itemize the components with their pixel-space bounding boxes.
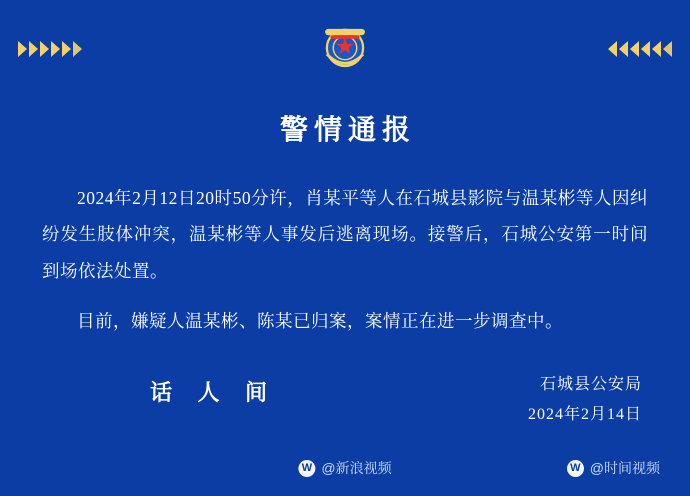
document-header <box>0 0 690 96</box>
watermark-sina-video <box>298 458 391 478</box>
watermark-label: @时间视频 <box>589 460 660 476</box>
watermark-shijian-video <box>567 458 660 478</box>
publisher-brand: 话 人 间 <box>150 380 278 405</box>
chevron-left-icon <box>652 41 661 57</box>
chevron-right-icon <box>40 41 49 57</box>
weibo-icon: W <box>567 460 584 477</box>
body-paragraph: 目前，嫌疑人温某彬、陈某已归案，案情正在进一步调查中。 <box>77 311 563 332</box>
chevron-left-icon <box>630 41 639 57</box>
issuing-authority: 石城县公安局 <box>539 376 642 393</box>
chevron-right-icon <box>62 41 71 57</box>
signature-block <box>528 370 642 431</box>
page-title: 警情通报 <box>279 115 416 146</box>
police-emblem-icon <box>316 18 374 76</box>
watermark-bar <box>0 458 690 488</box>
watermark-label: @新浪视频 <box>321 460 392 476</box>
chevron-right-icon <box>51 41 60 57</box>
chevron-left-icon <box>619 41 628 57</box>
chevron-left-icon <box>641 41 650 57</box>
chevron-right-icon <box>73 41 82 57</box>
chevron-right-icon <box>18 41 27 57</box>
chevron-right-icon <box>29 41 38 57</box>
issue-date: 2024年2月14日 <box>527 406 642 424</box>
chevron-ornament-left <box>18 40 84 58</box>
body-paragraph: 2024年2月12日20时50分许，肖某平等人在石城县影院与温某彬等人因纠纷发生肢体冲突，温某彬等人事发后逃离现场。接警后，石城公安第一时间到场依法处置。 <box>42 188 648 281</box>
chevron-left-icon <box>663 41 672 57</box>
chevron-left-icon <box>608 41 617 57</box>
weibo-icon: W <box>298 460 315 477</box>
document-footer <box>0 364 690 450</box>
chevron-ornament-right <box>606 40 672 58</box>
document-body <box>0 154 690 340</box>
